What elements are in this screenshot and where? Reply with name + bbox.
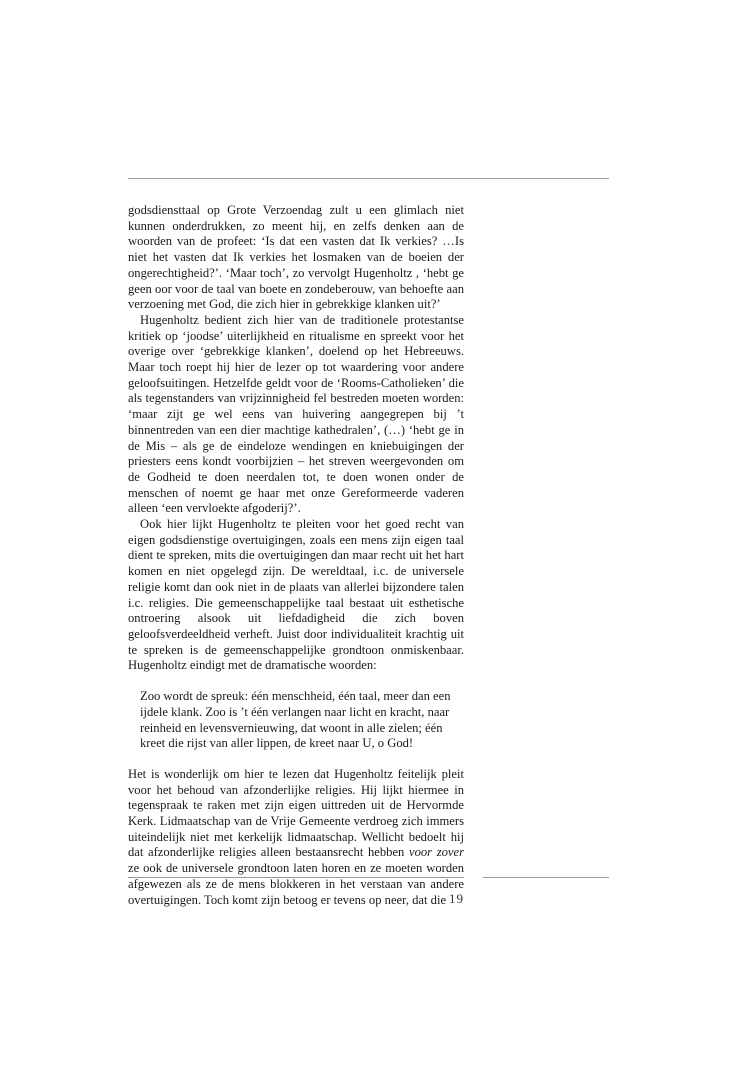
page-number: 19 — [449, 891, 464, 906]
paragraph: godsdiensttaal op Grote Verzoendag zult u een glimlach niet kunnen onderdrukken, zo meent hij, en zelfs denken aan de woorden van de profeet: ‘Is dat een vasten dat Ik verkies? …Is niet het vasten dat Ik verkies het losmaken van de boeien der ongerechtigheid?’. ‘Maar toch’, zo vervolgt Hugenholtz , ‘hebt ge geen oor voor de taal van boete en zondeberouw, van behoefte aan verzoening met God, die zich hier in gebrekkige klanken uit?’ — [128, 203, 464, 312]
footer-rule-margin — [483, 877, 609, 878]
paragraph: Ook hier lijkt Hugenholtz te pleiten voor het goed recht van eigen godsdienstige overtuigingen, zoals een mens zijn eigen taal dient te spreken, mits die overtuigingen dan maar recht uit het hart komen en niet opgelegd zijn. De wereldtaal, i.c. de universele religie komt dan ook niet in de plaats van allerlei bijzondere talen i.c. religies. Die gemeenschappelijke taal bestaat uit esthetische ontroering alsook uit liefdadigheid die zich boven geloofsverdeeldheid verheft. Juist door individualiteit krachtig uit te spreken is de gemeenschappelijke grondtoon onmiskenbaar. Hugenholtz eindigt met de dramatische woorden: — [128, 517, 464, 673]
emphasis: voor zover — [409, 845, 465, 860]
paragraph-text: Het is wonderlijk om hier te lezen dat Hugenholtz feitelijk pleit voor het behoud van afzonderlijke religies. Hij lijkt hiermee in tegenspraak te raken met zijn eigen uittreden uit de Hervormde Kerk. Lidmaatschap van de Vrije Gemeente verdroeg zich immers uiteindelijk niet met kerkelijk lidmaatschap. Wellicht bedoelt hij dat afzonderlijke religies alleen bestaansrecht hebben — [128, 766, 464, 860]
body-text — [128, 203, 464, 908]
paragraph — [128, 767, 464, 908]
header-rule — [128, 178, 609, 179]
paragraph-text: ze ook de universele grondtoon laten horen en ze moeten worden afgewezen als ze de mens blokkeren in het verstaan van andere overtuigingen. Toch komt zijn betoog er tevens op neer, dat die — [128, 861, 464, 907]
block-quote: Zoo wordt de spreuk: één menschheid, één taal, meer dan een ijdele klank. Zoo is ’t één verlangen naar licht en kracht, naar reinheid en levensvernieuwing, dat woont in alle zielen; één kreet die rijst van aller lippen, de kreet naar U, o God! — [140, 689, 451, 751]
footer-rule — [128, 877, 464, 878]
paragraph: Hugenholtz bedient zich hier van de traditionele protestantse kritiek op ‘joodse’ uiterlijkheid en ritualisme en spreekt voor het overige over ‘gebrekkige klanken’, doelend op het Hebreeuws. Maar toch roept hij hier de lezer op tot waardering voor andere geloofsuitingen. Hetzelfde geldt voor de ‘Rooms-Catholieken’ die als tegenstanders van vrijzinnigheid fel bestreden moeten worden: ‘maar zijt ge wel eens van huivering aangegrepen bij ’t binnentreden van een dier machtige kathedralen’, (…) ‘hebt ge in de Mis – als ge de eindeloze wendingen en kniebuigingen der priesters eens kondt voorbijzien – het streven weergevonden om de Godheid te doen neerdalen tot, te doen wonen onder de menschen of noemt ge haar met onze Gereformeerde vaderen alleen ‘een vervloekte afgoderij?’. — [128, 312, 464, 516]
